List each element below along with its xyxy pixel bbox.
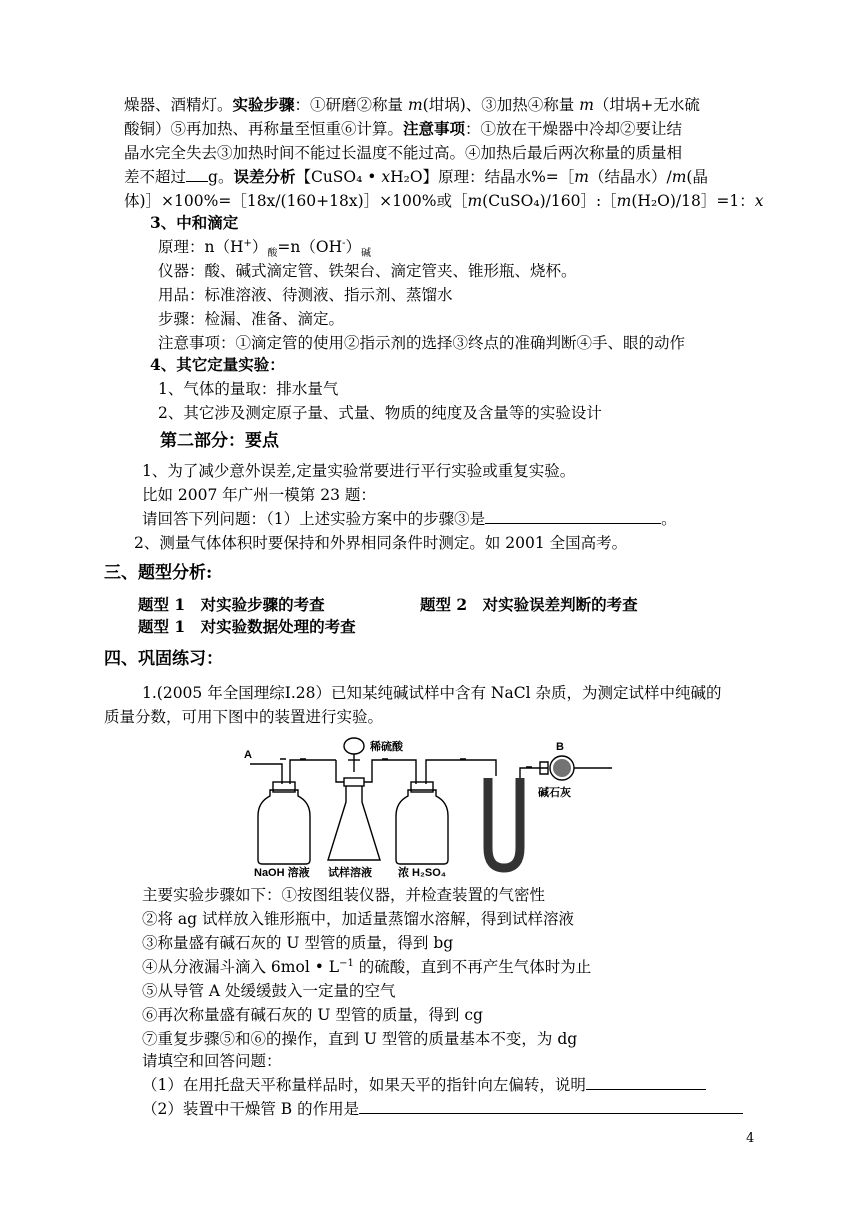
question-type-2: 题型 2 对实验误差判断的考查 xyxy=(420,595,638,614)
step-2: ②将 ag 试样放入锥形瓶中，加适量蒸馏水溶解，得到试样溶液 xyxy=(142,910,575,928)
blank-line xyxy=(485,508,661,524)
label-naoh: NaOH 溶液 xyxy=(254,867,310,878)
label-a: A xyxy=(244,749,252,761)
answer-blank-1[interactable] xyxy=(586,1074,706,1090)
question-1: （1）在用托盘天平称量样品时，如果天平的指针向左偏转，说明 xyxy=(142,1074,706,1096)
fill-instruction: 请填空和回答问题： xyxy=(142,1052,282,1070)
step-5: ⑤从导管 A 处缓缓鼓入一定量的空气 xyxy=(142,982,396,1000)
part2-title: 第二部分：要点 xyxy=(160,431,279,451)
conical-flask xyxy=(328,786,380,860)
question-type-3: 题型 1 对实验数据处理的考查 xyxy=(138,617,356,636)
naoh-bottle xyxy=(258,790,310,864)
section-3-title: 3、中和滴定 xyxy=(150,213,239,232)
part2-line2: 比如 2007 年广州一模第 23 题： xyxy=(142,486,376,504)
page-number: 4 xyxy=(746,1131,755,1146)
apparatus-diagram xyxy=(240,732,620,878)
question1-line2: 质量分数，可用下图中的装置进行实验。 xyxy=(104,708,384,726)
principle-line: 原理：$n(H^+)_酸=n(OH^-)_碱$ xyxy=(158,237,372,260)
answer-blank-2[interactable] xyxy=(359,1098,743,1114)
para1-line1: 燥器、酒精灯。实验步骤：①研磨②称量 m(坩埚)、③加热④称量 m（坩埚+无水硫 xyxy=(124,95,700,114)
para1-line4: 差不超过 g。误差分析【CuSO₄ • xH₂O】原理：结晶水%=［m（结晶水）/m(晶 xyxy=(124,167,708,186)
step-4: ④从分液漏斗滴入 6mol • $L^{-1}$ 的硫酸，直到不再产生气体时为止 xyxy=(142,957,592,976)
section-4-title: 4、其它定量实验： xyxy=(150,355,285,374)
part2-line3: 请回答下列问题：（1）上述实验方案中的步骤③是 。 xyxy=(142,510,677,528)
inlet-tube-a xyxy=(250,764,282,784)
section-4-item1: 1、气体的量取：排水量气 xyxy=(158,380,339,398)
para1-line5: 体)］×100%=［18x/(160+18x)］×100%或［m(CuSO₄)/160］:［m(H₂O)/18］=1：x xyxy=(124,192,764,210)
part3-title: 三、题型分析: xyxy=(104,563,213,583)
part4-title: 四、巩固练习： xyxy=(104,649,223,669)
question1-line1: 1.(2005 年全国理综Ⅰ.28）已知某纯碱试样中含有 NaCl 杂质，为测定试样中纯碱的 xyxy=(142,684,722,702)
flask-stopper xyxy=(344,778,364,786)
h2so4-bottle xyxy=(396,790,448,864)
supplies-line: 用品：标准溶液、待测液、指示剂、蒸馏水 xyxy=(158,286,453,304)
para1-line3: 晶水完全失去③加热时间不能过长温度不能过高。④加热后最后两次称量的质量相 xyxy=(124,144,683,162)
part2-line1: 1、为了减少意外误差,定量实验常要进行平行实验或重复实验。 xyxy=(142,462,576,480)
para1-line2: 酸铜）⑤再加热、再称量至恒重⑥计算。注意事项：①放在干燥器中冷却②要让结 xyxy=(124,119,683,138)
question-2: （2）装置中干燥管 B 的作用是 xyxy=(142,1098,743,1120)
step-7: ⑦重复步骤⑤和⑥的操作，直到 U 型管的质量基本不变，为 dg xyxy=(142,1030,578,1048)
label-b: B xyxy=(556,741,564,753)
label-acid: 稀硫酸 xyxy=(370,741,403,753)
separatory-funnel xyxy=(344,738,364,754)
notes-line: 注意事项：①滴定管的使用②指示剂的选择③终点的准确判断④手、眼的动作 xyxy=(158,334,686,352)
label-sample: 试样溶液 xyxy=(328,867,372,878)
label-soda-lime: 碱石灰 xyxy=(538,787,571,799)
blank-line xyxy=(186,166,208,182)
step-3: ③称量盛有碱石灰的 U 型管的质量，得到 bg xyxy=(142,934,454,952)
instruments-line: 仪器：酸、碱式滴定管、铁架台、滴定管夹、锥形瓶、烧杯。 xyxy=(158,262,577,280)
steps-line: 步骤：检漏、准备、滴定。 xyxy=(158,310,345,328)
label-h2so4: 浓 H₂SO₄ xyxy=(398,867,447,878)
step-6: ⑥再次称量盛有碱石灰的 U 型管的质量，得到 cg xyxy=(142,1006,483,1024)
question-type-1: 题型 1 对实验步骤的考查 xyxy=(138,595,325,614)
step-intro: 主要实验步骤如下：①按图组装仪器，并检查装置的气密性 xyxy=(142,886,546,904)
section-4-item2: 2、其它涉及测定原子量、式量、物质的纯度及含量等的实验设计 xyxy=(158,404,602,422)
part2-line4: 2、测量气体体积时要保持和外界相同条件时测定。如 2001 全国高考。 xyxy=(134,534,628,552)
u-tube xyxy=(488,778,520,868)
